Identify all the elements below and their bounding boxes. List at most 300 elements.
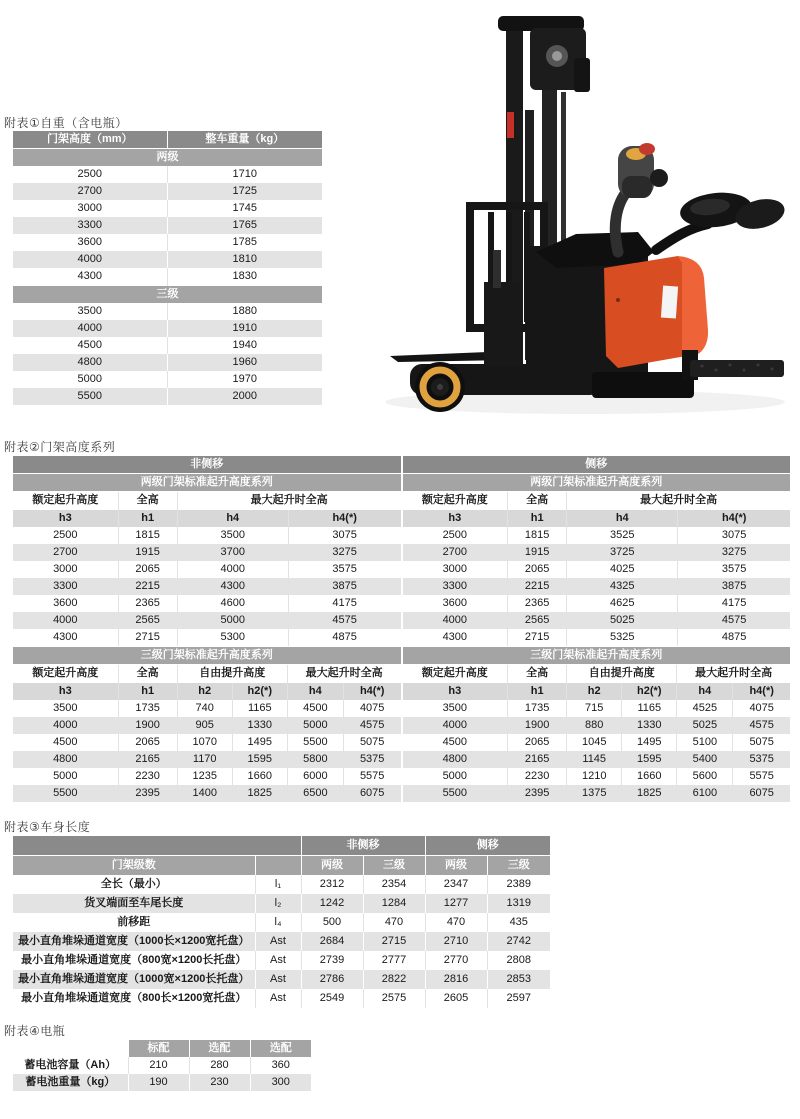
cell: 4000 (13, 612, 118, 629)
cell (13, 836, 301, 856)
symbol-row (403, 510, 791, 528)
cell: 6500 (287, 785, 343, 802)
cell: h4(*) (733, 683, 790, 701)
cell: 4075 (733, 700, 790, 717)
cell: 1825 (232, 785, 287, 802)
cell: h4 (177, 510, 288, 528)
cell: 2065 (508, 734, 567, 751)
cell: 1170 (177, 751, 232, 768)
cell: Ast (255, 989, 301, 1008)
cell: 2742 (487, 932, 550, 951)
cell: 选配 (250, 1040, 311, 1057)
cell: 三级 (487, 856, 550, 876)
cell: 1970 (167, 371, 322, 388)
cell: 3600 (53, 596, 78, 609)
cell: 2000 (167, 388, 322, 405)
cell: 435 (487, 913, 550, 932)
data-row (13, 183, 322, 200)
data-row (403, 785, 791, 802)
data-row (13, 629, 401, 646)
tiller-red-cap (639, 143, 655, 155)
cell: 4500 (287, 700, 343, 717)
body-length-label: 附表③车身长度 (4, 820, 91, 834)
cell (255, 856, 301, 876)
cell: 1330 (622, 717, 677, 734)
cell: 货叉端面至车尾长度 (13, 894, 255, 913)
cell: Ast (255, 932, 301, 951)
cell: h3 (403, 510, 508, 528)
cell: h2(*) (232, 683, 287, 701)
under-body (592, 372, 694, 398)
data-row (403, 561, 791, 578)
cell: 4875 (678, 629, 790, 646)
cell: h3 (13, 510, 118, 528)
cell: 5000 (77, 372, 102, 385)
cell: 选配 (189, 1040, 250, 1057)
data-row (13, 612, 401, 629)
cell: h1 (118, 510, 177, 528)
cell: 470 (363, 913, 425, 932)
cell: 2853 (487, 970, 550, 989)
cell: 2065 (508, 561, 567, 578)
cell: 2715 (363, 932, 425, 951)
cell: 5575 (343, 768, 400, 785)
cell: Ast (255, 951, 301, 970)
cell: 1960 (167, 354, 322, 371)
cell: 6075 (733, 785, 790, 802)
cell: 2165 (508, 751, 567, 768)
cell: 5600 (677, 768, 733, 785)
data-row (403, 734, 791, 751)
cell: 2215 (508, 578, 567, 595)
cell: 2605 (425, 989, 487, 1008)
data-row (13, 734, 401, 751)
cell: 额定起升高度 (13, 492, 118, 510)
mast-series-table (13, 664, 401, 802)
cell: 1915 (118, 544, 177, 561)
cell: 4500 (442, 735, 468, 748)
cell: 6100 (677, 785, 733, 802)
cell: 1660 (232, 768, 287, 785)
stage-header-row (13, 856, 550, 876)
cell: 最小直角堆垛通道宽度（800宽×1200长托盘） (21, 953, 247, 966)
data-row (403, 595, 791, 612)
series-header: 三级门架标准起升高度系列 (403, 647, 791, 664)
data-row (403, 629, 791, 646)
cell: 2565 (118, 612, 177, 629)
data-row (13, 932, 550, 951)
pulley-hub (552, 51, 562, 61)
cell: 3600 (77, 235, 102, 248)
cell: 3300 (403, 578, 508, 595)
cell: 2816 (425, 970, 487, 989)
data-row (13, 371, 322, 388)
symbol-row (403, 683, 791, 701)
cell: 2230 (508, 768, 567, 785)
cell: 280 (189, 1057, 250, 1074)
data-row (13, 989, 550, 1008)
data-row (13, 544, 401, 561)
cell: h1 (118, 683, 177, 701)
cell: 最大起升时全高 (677, 665, 790, 683)
cell: h4(*) (288, 510, 400, 528)
cell: 2710 (425, 932, 487, 951)
tiller-grip-knob (650, 169, 668, 187)
cell: 额定起升高度 (403, 665, 508, 683)
cell: 前移距 (117, 915, 151, 928)
cell: 1235 (177, 768, 232, 785)
cell: 905 (177, 717, 232, 734)
cell: 1900 (118, 717, 177, 734)
data-row (13, 234, 322, 251)
cell: 5500 (403, 785, 508, 802)
cell: 最大起升时全高 (287, 665, 400, 683)
data-row (13, 785, 401, 802)
cell: 1660 (622, 768, 677, 785)
cell: 230 (189, 1074, 250, 1091)
cell: 4500 (53, 735, 78, 748)
data-row (13, 894, 550, 913)
armrest-tube (656, 224, 708, 250)
cell: 1940 (167, 337, 322, 354)
symbol-row (13, 510, 401, 528)
cell: 190 (128, 1074, 189, 1091)
cell: 715 (567, 700, 622, 717)
cell: 3575 (678, 561, 790, 578)
cell: 标配 (128, 1040, 189, 1057)
data-row (403, 612, 791, 629)
cell: 2700 (13, 544, 118, 561)
cell: 最小直角堆垛通道宽度（1000宽×1200长托盘） (13, 970, 255, 989)
cell: 1210 (567, 768, 622, 785)
cell: 470 (425, 913, 487, 932)
cell: 5025 (677, 717, 733, 734)
data-row (13, 388, 322, 405)
cell: 4575 (288, 612, 400, 629)
cell: 4000 (177, 561, 288, 578)
data-row (403, 700, 791, 717)
cell: 3600 (442, 596, 468, 609)
data-row (403, 751, 791, 768)
data-row (13, 970, 550, 989)
mast-logo-decal (507, 112, 514, 138)
cell: 4025 (567, 561, 678, 578)
lift-chain (561, 92, 566, 258)
cell: 2354 (363, 875, 425, 894)
cell: 4000 (13, 717, 118, 734)
cell: 2500 (77, 167, 102, 180)
cell: 5325 (567, 629, 678, 646)
cell: 4175 (678, 595, 790, 612)
cell: 4800 (13, 751, 118, 768)
mast-table-half (13, 456, 401, 802)
cell: 1765 (167, 217, 322, 234)
cell: 全高 (508, 492, 567, 510)
head-bracket (574, 58, 590, 92)
column-group-row (13, 492, 401, 510)
cell: 1375 (567, 785, 622, 802)
cell: 2065 (118, 734, 177, 751)
cell: 5100 (677, 734, 733, 751)
cell: 3275 (678, 544, 790, 561)
shift-group-header: 非侧移 (13, 456, 401, 473)
series-header: 三级门架标准起升高度系列 (13, 647, 401, 664)
data-row (13, 1057, 311, 1074)
cell: 1830 (167, 268, 322, 286)
data-row (13, 166, 322, 183)
cell: h4(*) (678, 510, 790, 528)
cell: 4600 (177, 595, 288, 612)
data-row (403, 544, 791, 561)
cell: 1915 (508, 544, 567, 561)
cell: 三级 (13, 286, 322, 304)
cell: 4000 (13, 251, 167, 268)
cell: 3000 (442, 562, 468, 575)
cell: 360 (250, 1057, 311, 1074)
cell: h1 (508, 510, 567, 528)
cell: 5575 (733, 768, 790, 785)
data-row (13, 303, 322, 320)
cell: 3575 (288, 561, 400, 578)
cell: 3875 (288, 578, 400, 595)
cell: 300 (250, 1074, 311, 1091)
cell: 5000 (287, 717, 343, 734)
reach-carriage (484, 282, 522, 366)
cell: 2808 (487, 951, 550, 970)
data-row (403, 717, 791, 734)
cell: 5500 (287, 734, 343, 751)
cell: Ast (255, 970, 301, 989)
cell: 1277 (425, 894, 487, 913)
cell: 2777 (363, 951, 425, 970)
load-wheel-cap (437, 384, 443, 390)
cell: 6000 (287, 768, 343, 785)
data-row (403, 768, 791, 785)
cell: 1165 (622, 700, 677, 717)
cell: 4000 (403, 717, 508, 734)
cell: 4625 (567, 595, 678, 612)
cell: 2549 (301, 989, 363, 1008)
cell: 880 (567, 717, 622, 734)
cell: 1735 (118, 700, 177, 717)
cell: 2347 (425, 875, 487, 894)
cell: 4300 (177, 578, 288, 595)
shift-group-header: 侧移 (403, 456, 791, 473)
cell: 4000 (13, 320, 167, 337)
reach-truck-product-photo (360, 0, 800, 430)
cell: 2597 (487, 989, 550, 1008)
cell: 1145 (567, 751, 622, 768)
cell: 4575 (343, 717, 400, 734)
spec-sticker (661, 286, 678, 319)
data-row (13, 578, 401, 595)
cell: 4325 (567, 578, 678, 595)
cell: l₁ (255, 875, 301, 894)
cell: 4300 (77, 269, 102, 282)
cell: 1595 (232, 751, 287, 768)
cell: l₂ (255, 894, 301, 913)
cell: 1815 (118, 527, 177, 544)
cell: 3875 (678, 578, 790, 595)
cell: 3075 (678, 527, 790, 544)
cell: h2 (567, 683, 622, 701)
cell: 1785 (167, 234, 322, 251)
cell: 1745 (167, 200, 322, 217)
cell: 1880 (167, 303, 322, 320)
data-row (13, 595, 401, 612)
cell: 2389 (487, 875, 550, 894)
data-row (13, 1074, 311, 1091)
battery-table (13, 1040, 311, 1091)
cell: 4800 (13, 354, 167, 371)
cell: 2786 (301, 970, 363, 989)
cell: 5000 (177, 612, 288, 629)
cell: 5300 (177, 629, 288, 646)
cell: h1 (508, 683, 567, 701)
weight-table (13, 131, 322, 405)
data-row (13, 527, 401, 544)
mast-series-table (403, 664, 791, 802)
cell: 2230 (118, 768, 177, 785)
cell: 1070 (177, 734, 232, 751)
cell: h4 (677, 683, 733, 701)
cell: 5025 (567, 612, 678, 629)
cell: 3725 (567, 544, 678, 561)
mast-table-half (403, 456, 791, 802)
body-length-table (13, 836, 550, 1008)
data-row (13, 700, 401, 717)
cell: 非侧移 (301, 836, 425, 856)
cell: 4500 (77, 338, 102, 351)
cell: 6075 (343, 785, 400, 802)
cell: 2500 (442, 528, 468, 541)
cell: 2500 (53, 528, 78, 541)
cell: 3525 (567, 527, 678, 544)
cell: 3075 (288, 527, 400, 544)
cell: 3000 (53, 562, 78, 575)
cell: 1319 (487, 894, 550, 913)
weight-header-row (13, 131, 322, 149)
cell: 自由提升高度 (567, 665, 677, 683)
cell: 1284 (363, 894, 425, 913)
mast-height-table (13, 456, 790, 802)
data-row (13, 354, 322, 371)
shift-header-row (13, 836, 550, 856)
cell: 5500 (13, 785, 118, 802)
cell: 2215 (118, 578, 177, 595)
cell: 2365 (508, 595, 567, 612)
cell: 2700 (13, 183, 167, 200)
data-row (13, 913, 550, 932)
data-row (13, 217, 322, 234)
cell: 2684 (301, 932, 363, 951)
cell: 4300 (442, 630, 468, 643)
cell: 蓄电池重量（kg） (13, 1074, 128, 1091)
cell: 1330 (232, 717, 287, 734)
data-row (13, 561, 401, 578)
cell: 最大起升时全高 (177, 492, 400, 510)
column-group-row (13, 665, 401, 683)
data-row (13, 251, 322, 268)
cell: 2395 (508, 785, 567, 802)
mast-table-label: 附表②门架高度系列 (4, 440, 116, 454)
cell: 门架级数 (13, 856, 255, 876)
cell: 1815 (508, 527, 567, 544)
data-row (13, 717, 401, 734)
data-row (13, 337, 322, 354)
panel-bolt (616, 298, 620, 302)
cell: 1910 (167, 320, 322, 337)
cell: 2739 (301, 951, 363, 970)
cell: l₄ (255, 913, 301, 932)
cell: 3500 (442, 701, 468, 714)
data-row (13, 268, 322, 286)
cell: h4(*) (343, 683, 400, 701)
cell: 3300 (13, 578, 118, 595)
cell: 2165 (118, 751, 177, 768)
cell: 5375 (343, 751, 400, 768)
cell: 最大起升时全高 (567, 492, 790, 510)
cell: 2700 (403, 544, 508, 561)
cell: 3275 (288, 544, 400, 561)
data-row (13, 200, 322, 217)
cell: 2715 (118, 629, 177, 646)
cell: 4175 (288, 595, 400, 612)
cell: 2575 (363, 989, 425, 1008)
cell: 全高 (118, 665, 177, 683)
cell: 4575 (733, 717, 790, 734)
symbol-row (13, 683, 401, 701)
cell: 额定起升高度 (403, 492, 508, 510)
cell: 3300 (13, 217, 167, 234)
series-header: 两级门架标准起升高度系列 (13, 474, 401, 491)
battery-table-label: 附表④电瓶 (4, 1024, 66, 1038)
cell: h3 (13, 683, 118, 701)
cell: 两级 (425, 856, 487, 876)
cell: 2715 (508, 629, 567, 646)
cell: h4 (287, 683, 343, 701)
cell: 5400 (677, 751, 733, 768)
body-red-panel-side (678, 256, 708, 360)
cell: 1595 (622, 751, 677, 768)
section-row (13, 149, 322, 167)
cell: 3000 (77, 201, 102, 214)
cell: 740 (177, 700, 232, 717)
cell: 4300 (53, 630, 78, 643)
reach-piston (493, 250, 501, 288)
cell: 1165 (232, 700, 287, 717)
data-row (403, 578, 791, 595)
cell: 蓄电池容量（Ah） (24, 1058, 117, 1071)
cell: h4 (567, 510, 678, 528)
cell: 1400 (177, 785, 232, 802)
cell: 自由提升高度 (177, 665, 287, 683)
cell: 1495 (232, 734, 287, 751)
cell: 500 (301, 913, 363, 932)
cell: 全高 (118, 492, 177, 510)
cell: 3500 (77, 304, 102, 317)
cell: h2 (177, 683, 232, 701)
cell: 1725 (167, 183, 322, 200)
cell: 2312 (301, 875, 363, 894)
cell: 2395 (118, 785, 177, 802)
tiller-handle-lower (622, 176, 652, 198)
cell: 2365 (118, 595, 177, 612)
cell: 1495 (622, 734, 677, 751)
cell: 1710 (167, 166, 322, 183)
data-row (13, 875, 550, 894)
cell: 5000 (53, 769, 78, 782)
